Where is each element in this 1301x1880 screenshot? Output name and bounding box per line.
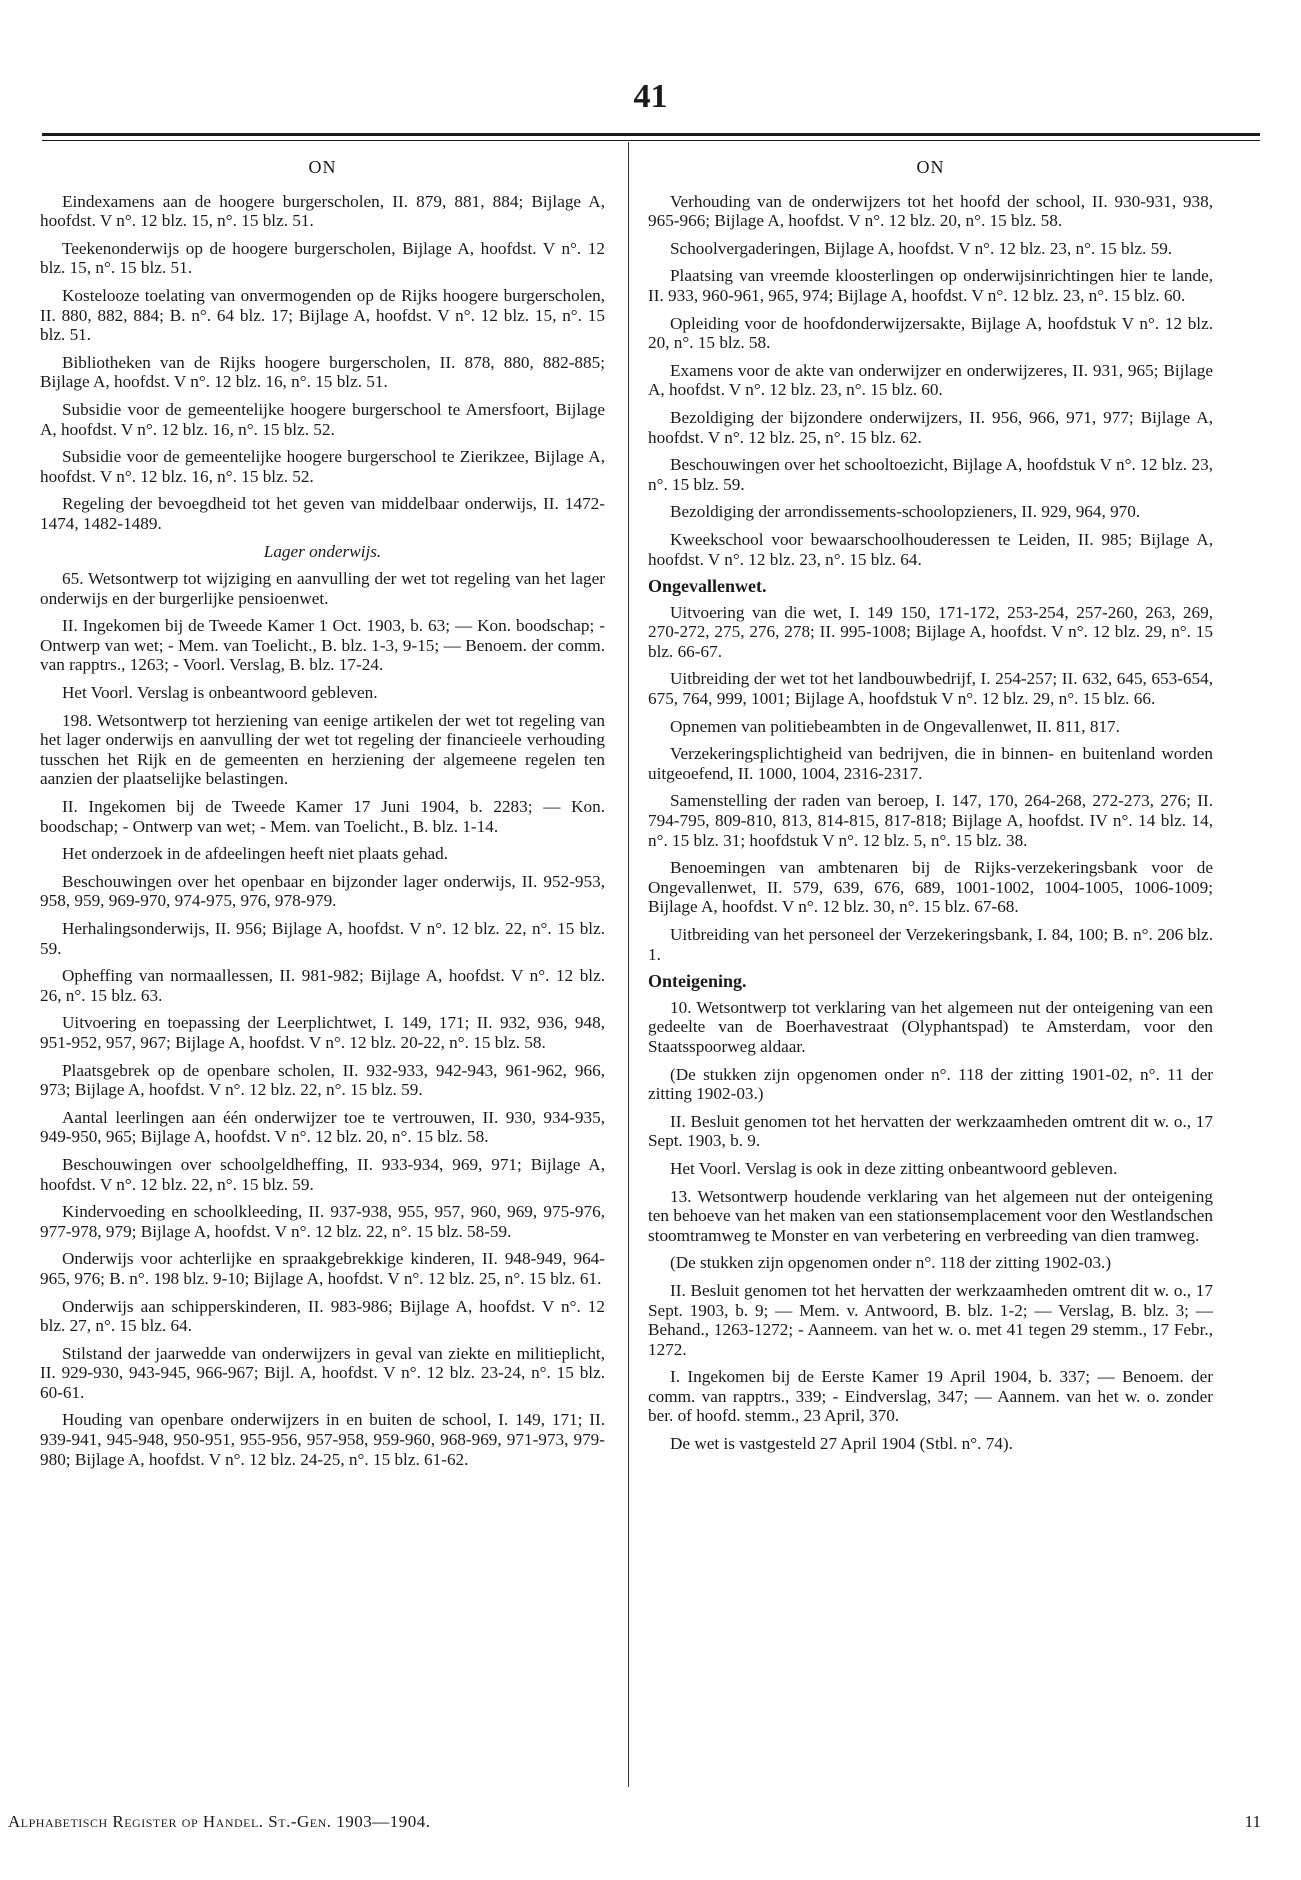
index-entry: De wet is vastgesteld 27 April 1904 (Stbl. n°. 74). [670,1434,1013,1454]
right-entries-onteigening [648,998,1213,1454]
right-column [648,158,1213,1462]
index-entry: Uitbreiding der wet tot het landbouwbedrijf, I. 254-257; II. 632, 645, 653-654, 675, 764, 999, 1001; Bijlage A, hoofdstuk V n°. 12 blz. 29, n°. 15 blz. 66. [648,669,1213,709]
index-entry: Bezoldiging der bijzondere onderwijzers, II. 956, 966, 971, 977; Bijlage A, hoofdst. V n°. 12 blz. 25, n°. 15 blz. 62. [648,407,1213,447]
index-entry: Bibliotheken van de Rijks hoogere burgerscholen, II. 878, 880, 882-885; Bijlage A, hoofdst. V n°. 12 blz. 16, n°. 15 blz. 51. [40,352,605,392]
left-column [40,158,605,1477]
right-entries [648,192,1213,570]
index-entry: Opleiding voor de hoofdonderwijzersakte, Bijlage A, hoofdstuk V n°. 12 blz. 20, n°. 15 blz. 58. [648,313,1213,353]
index-entry: II. Besluit genomen tot het hervatten der werkzaamheden omtrent dit w. o., 17 Sept. 1903, b. 9. [648,1111,1213,1151]
index-entry: 10. Wetsontwerp tot verklaring van het algemeen nut der onteigening van een gedeelte van de Boerhavestraat (Olyphantspad) te Amsterdam, voor den Staatsspoorweg aldaar. [648,997,1213,1056]
index-entry: Regeling der bevoegdheid tot het geven van middelbaar onderwijs, II. 1472-1474, 1482-1489. [40,494,605,533]
header-rule [42,133,1260,136]
section-ongevallenwet: Ongevallenwet. [648,576,767,597]
index-entry: Het onderzoek in de afdeelingen heeft niet plaats gehad. [62,844,449,864]
page-number: 41 [633,78,668,115]
index-entry: Benoemingen van ambtenaren bij de Rijks-verzekeringsbank voor de Ongevallenwet, II. 579, 639, 676, 689, 1001-1002, 1004-1005, 1006-1009; Bijlage A, hoofdst. V n°. 12 blz. 30, n°. 15 blz. 67-68. [648,858,1213,917]
left-entries-lager [40,569,605,1469]
index-entry: Het Voorl. Verslag is onbeantwoord gebleven. [62,683,378,703]
index-entry: Onderwijs aan schipperskinderen, II. 983-986; Bijlage A, hoofdst. V n°. 12 blz. 27, n°. 15 blz. 64. [40,1296,605,1336]
index-entry: Beschouwingen over het openbaar en bijzonder lager onderwijs, II. 952-953, 958, 959, 969-970, 974-975, 976, 978-979. [40,871,605,911]
index-entry: II. Ingekomen bij de Tweede Kamer 17 Juni 1904, b. 2283; — Kon. boodschap; - Ontwerp van wet; - Mem. van Toelicht., B. blz. 1-14. [40,797,605,836]
index-entry: 13. Wetsontwerp houdende verklaring van het algemeen nut der onteigening ten behoeve van het maken van een stationsemplacement voor den Westlandschen stoomtramweg te Monster en van verbetering en verbreeding van dien tramweg. [648,1186,1213,1245]
right-column-header: ON [916,157,945,177]
right-entries-ongevallenwet [648,603,1213,965]
subheading-lager-onderwijs: Lager onderwijs. [263,541,382,561]
index-entry: Plaatsing van vreemde kloosterlingen op onderwijsinrichtingen hier te lande, II. 933, 960-961, 965, 974; Bijlage A, hoofdst. V n°. 12 blz. 23, n°. 15 blz. 60. [648,266,1213,305]
index-entry: Samenstelling der raden van beroep, I. 147, 170, 264-268, 272-273, 276; II. 794-795, 809-810, 813, 814-815, 817-818; Bijlage A, hoofdst. IV n°. 14 blz. 14, n°. 15 blz. 31; hoofdstuk V n°. 12 blz. 5, n°. 15 blz. 38. [648,791,1213,850]
footer [8,1812,1261,1832]
index-entry: 198. Wetsontwerp tot herziening van eenige artikelen der wet tot regeling van het lager onderwijs en aanvulling der wet tot regeling der financieele verhouding tusschen het Rijk en de gemeenten en herziening der algemeene regelen ten aanzien der plaatselijke belastingen. [40,710,605,789]
index-entry: Plaatsgebrek op de openbare scholen, II. 932-933, 942-943, 961-962, 966, 973; Bijlage A, hoofdst. V n°. 12 blz. 22, n°. 15 blz. 59. [40,1060,605,1100]
index-entry: 65. Wetsontwerp tot wijziging en aanvulling der wet tot regeling van het lager onderwijs en der burgerlijke pensioenwet. [40,569,605,608]
header-rule-thin [42,140,1260,141]
index-entry: II. Besluit genomen tot het hervatten der werkzaamheden omtrent dit w. o., 17 Sept. 1903, b. 9; — Mem. v. Antwoord, B. blz. 1-2; — Verslag, B. blz. 3; — Behand., 1263-1272; - Aanneem. van het w. o. met 41 tegen 29 stemm., 17 Febr., 1272. [648,1280,1213,1359]
index-entry: Kostelooze toelating van onvermogenden op de Rijks hoogere burgerscholen, II. 880, 882, 884; B. n°. 64 blz. 17; Bijlage A, hoofdst. V n°. 12 blz. 15, n°. 15 blz. 51. [40,285,605,345]
footer-title: Alphabetisch Register op Handel. St.-Gen. 1903—1904. [8,1812,431,1831]
index-entry: Het Voorl. Verslag is ook in deze zitting onbeantwoord gebleven. [670,1158,1118,1178]
index-entry: Kindervoeding en schoolkleeding, II. 937-938, 955, 957, 960, 969, 975-976, 977-978, 979; Bijlage A, hoofdst. V n°. 12 blz. 22, n°. 15 blz. 58-59. [40,1202,605,1241]
index-entry: Opheffing van normaallessen, II. 981-982; Bijlage A, hoofdst. V n°. 12 blz. 26, n°. 15 blz. 63. [40,966,605,1005]
index-entry: Uitvoering van die wet, I. 149 150, 171-172, 253-254, 257-260, 263, 269, 270-272, 275, 276, 278; II. 995-1008; Bijlage A, hoofdst. V n°. 12 blz. 29, n°. 15 blz. 66-67. [648,602,1213,661]
left-column-header: ON [308,157,337,177]
column-divider [628,142,629,1787]
index-entry: Uitbreiding van het personeel der Verzekeringsbank, I. 84, 100; B. n°. 206 blz. 1. [648,925,1213,964]
index-entry: Stilstand der jaarwedde van onderwijzers in geval van ziekte en militieplicht, II. 929-930, 943-945, 966-967; Bijl. A, hoofdst. V n°. 12 blz. 23-24, n°. 15 blz. 60-61. [40,1343,605,1402]
index-entry: Herhalingsonderwijs, II. 956; Bijlage A, hoofdst. V n°. 12 blz. 22, n°. 15 blz. 59. [40,919,605,958]
index-entry: (De stukken zijn opgenomen onder n°. 118 der zitting 1902-03.) [670,1253,1112,1273]
index-entry: Examens voor de akte van onderwijzer en onderwijzeres, II. 931, 965; Bijlage A, hoofdst. V n°. 12 blz. 23, n°. 15 blz. 60. [648,360,1213,400]
section-onteigening: Onteigening. [648,971,747,992]
index-entry: Kweekschool voor bewaarschoolhouderessen te Leiden, II. 985; Bijlage A, hoofdst. V n°. 12 blz. 23, n°. 15 blz. 64. [648,529,1213,569]
index-entry: (De stukken zijn opgenomen onder n°. 118 der zitting 1901-02, n°. 11 der zitting 1902-03.) [648,1064,1213,1104]
index-entry: Subsidie voor de gemeentelijke hoogere burgerschool te Zierikzee, Bijlage A, hoofdst. V n°. 12 blz. 16, n°. 15 blz. 52. [40,447,605,486]
index-entry: Bezoldiging der arrondissements-schoolopzieners, II. 929, 964, 970. [670,502,1141,522]
index-entry: Onderwijs voor achterlijke en spraakgebrekkige kinderen, II. 948-949, 964-965, 976; B. n°. 198 blz. 9-10; Bijlage A, hoofdst. V n°. 12 blz. 25, n°. 15 blz. 61. [40,1249,605,1288]
index-entry: Verzekeringsplichtigheid van bedrijven, die in binnen- en buitenland worden uitgeoefend, II. 1000, 1004, 2316-2317. [648,744,1213,783]
index-entry: Subsidie voor de gemeentelijke hoogere burgerschool te Amersfoort, Bijlage A, hoofdst. V n°. 12 blz. 16, n°. 15 blz. 52. [40,399,605,439]
index-entry: Eindexamens aan de hoogere burgerscholen, II. 879, 881, 884; Bijlage A, hoofdst. V n°. 12 blz. 15, n°. 15 blz. 51. [40,191,605,231]
index-entry: Teekenonderwijs op de hoogere burgerscholen, Bijlage A, hoofdst. V n°. 12 blz. 15, n°. 15 blz. 51. [40,238,605,278]
index-entry: Opnemen van politiebeambten in de Ongevallenwet, II. 811, 817. [670,716,1120,736]
index-entry: I. Ingekomen bij de Eerste Kamer 19 April 1904, b. 337; — Benoem. der comm. van rapptrs., 339; - Eindverslag, 347; — Aannem. van het w. o. zonder ber. of hoofd. stemm., 23 April, 370. [648,1367,1213,1426]
index-entry: Beschouwingen over het schooltoezicht, Bijlage A, hoofdstuk V n°. 12 blz. 23, n°. 15 blz. 59. [648,455,1213,494]
footer-page: 11 [1244,1812,1261,1831]
index-entry: Verhouding van de onderwijzers tot het hoofd der school, II. 930-931, 938, 965-966; Bijlage A, hoofdst. V n°. 12 blz. 20, n°. 15 blz. 58. [648,191,1213,231]
index-entry: Schoolvergaderingen, Bijlage A, hoofdst. V n°. 12 blz. 23, n°. 15 blz. 59. [670,238,1173,258]
index-entry: II. Ingekomen bij de Tweede Kamer 1 Oct. 1903, b. 63; — Kon. boodschap; - Ontwerp van wet; - Mem. van Toelicht., B. blz. 1-3, 9-15; — Benoem. der comm. van rapptrs., 1263; - Voorl. Verslag, B. blz. 17-24. [40,616,605,675]
index-entry: Beschouwingen over schoolgeldheffing, II. 933-934, 969, 971; Bijlage A, hoofdst. V n°. 12 blz. 22, n°. 15 blz. 59. [40,1154,605,1194]
index-entry: Houding van openbare onderwijzers in en buiten de school, I. 149, 171; II. 939-941, 945-948, 950-951, 955-956, 957-958, 959-960, 968-969, 971-973, 979-980; Bijlage A, hoofdst. V n°. 12 blz. 24-25, n°. 15 blz. 61-62. [40,1410,605,1469]
left-entries [40,192,605,534]
index-entry: Aantal leerlingen aan één onderwijzer toe te vertrouwen, II. 930, 934-935, 949-950, 965; Bijlage A, hoofdst. V n°. 12 blz. 20, n°. 15 blz. 58. [40,1107,605,1147]
index-entry: Uitvoering en toepassing der Leerplichtwet, I. 149, 171; II. 932, 936, 948, 951-952, 957, 967; Bijlage A, hoofdst. V n°. 12 blz. 20-22, n°. 15 blz. 58. [40,1013,605,1052]
